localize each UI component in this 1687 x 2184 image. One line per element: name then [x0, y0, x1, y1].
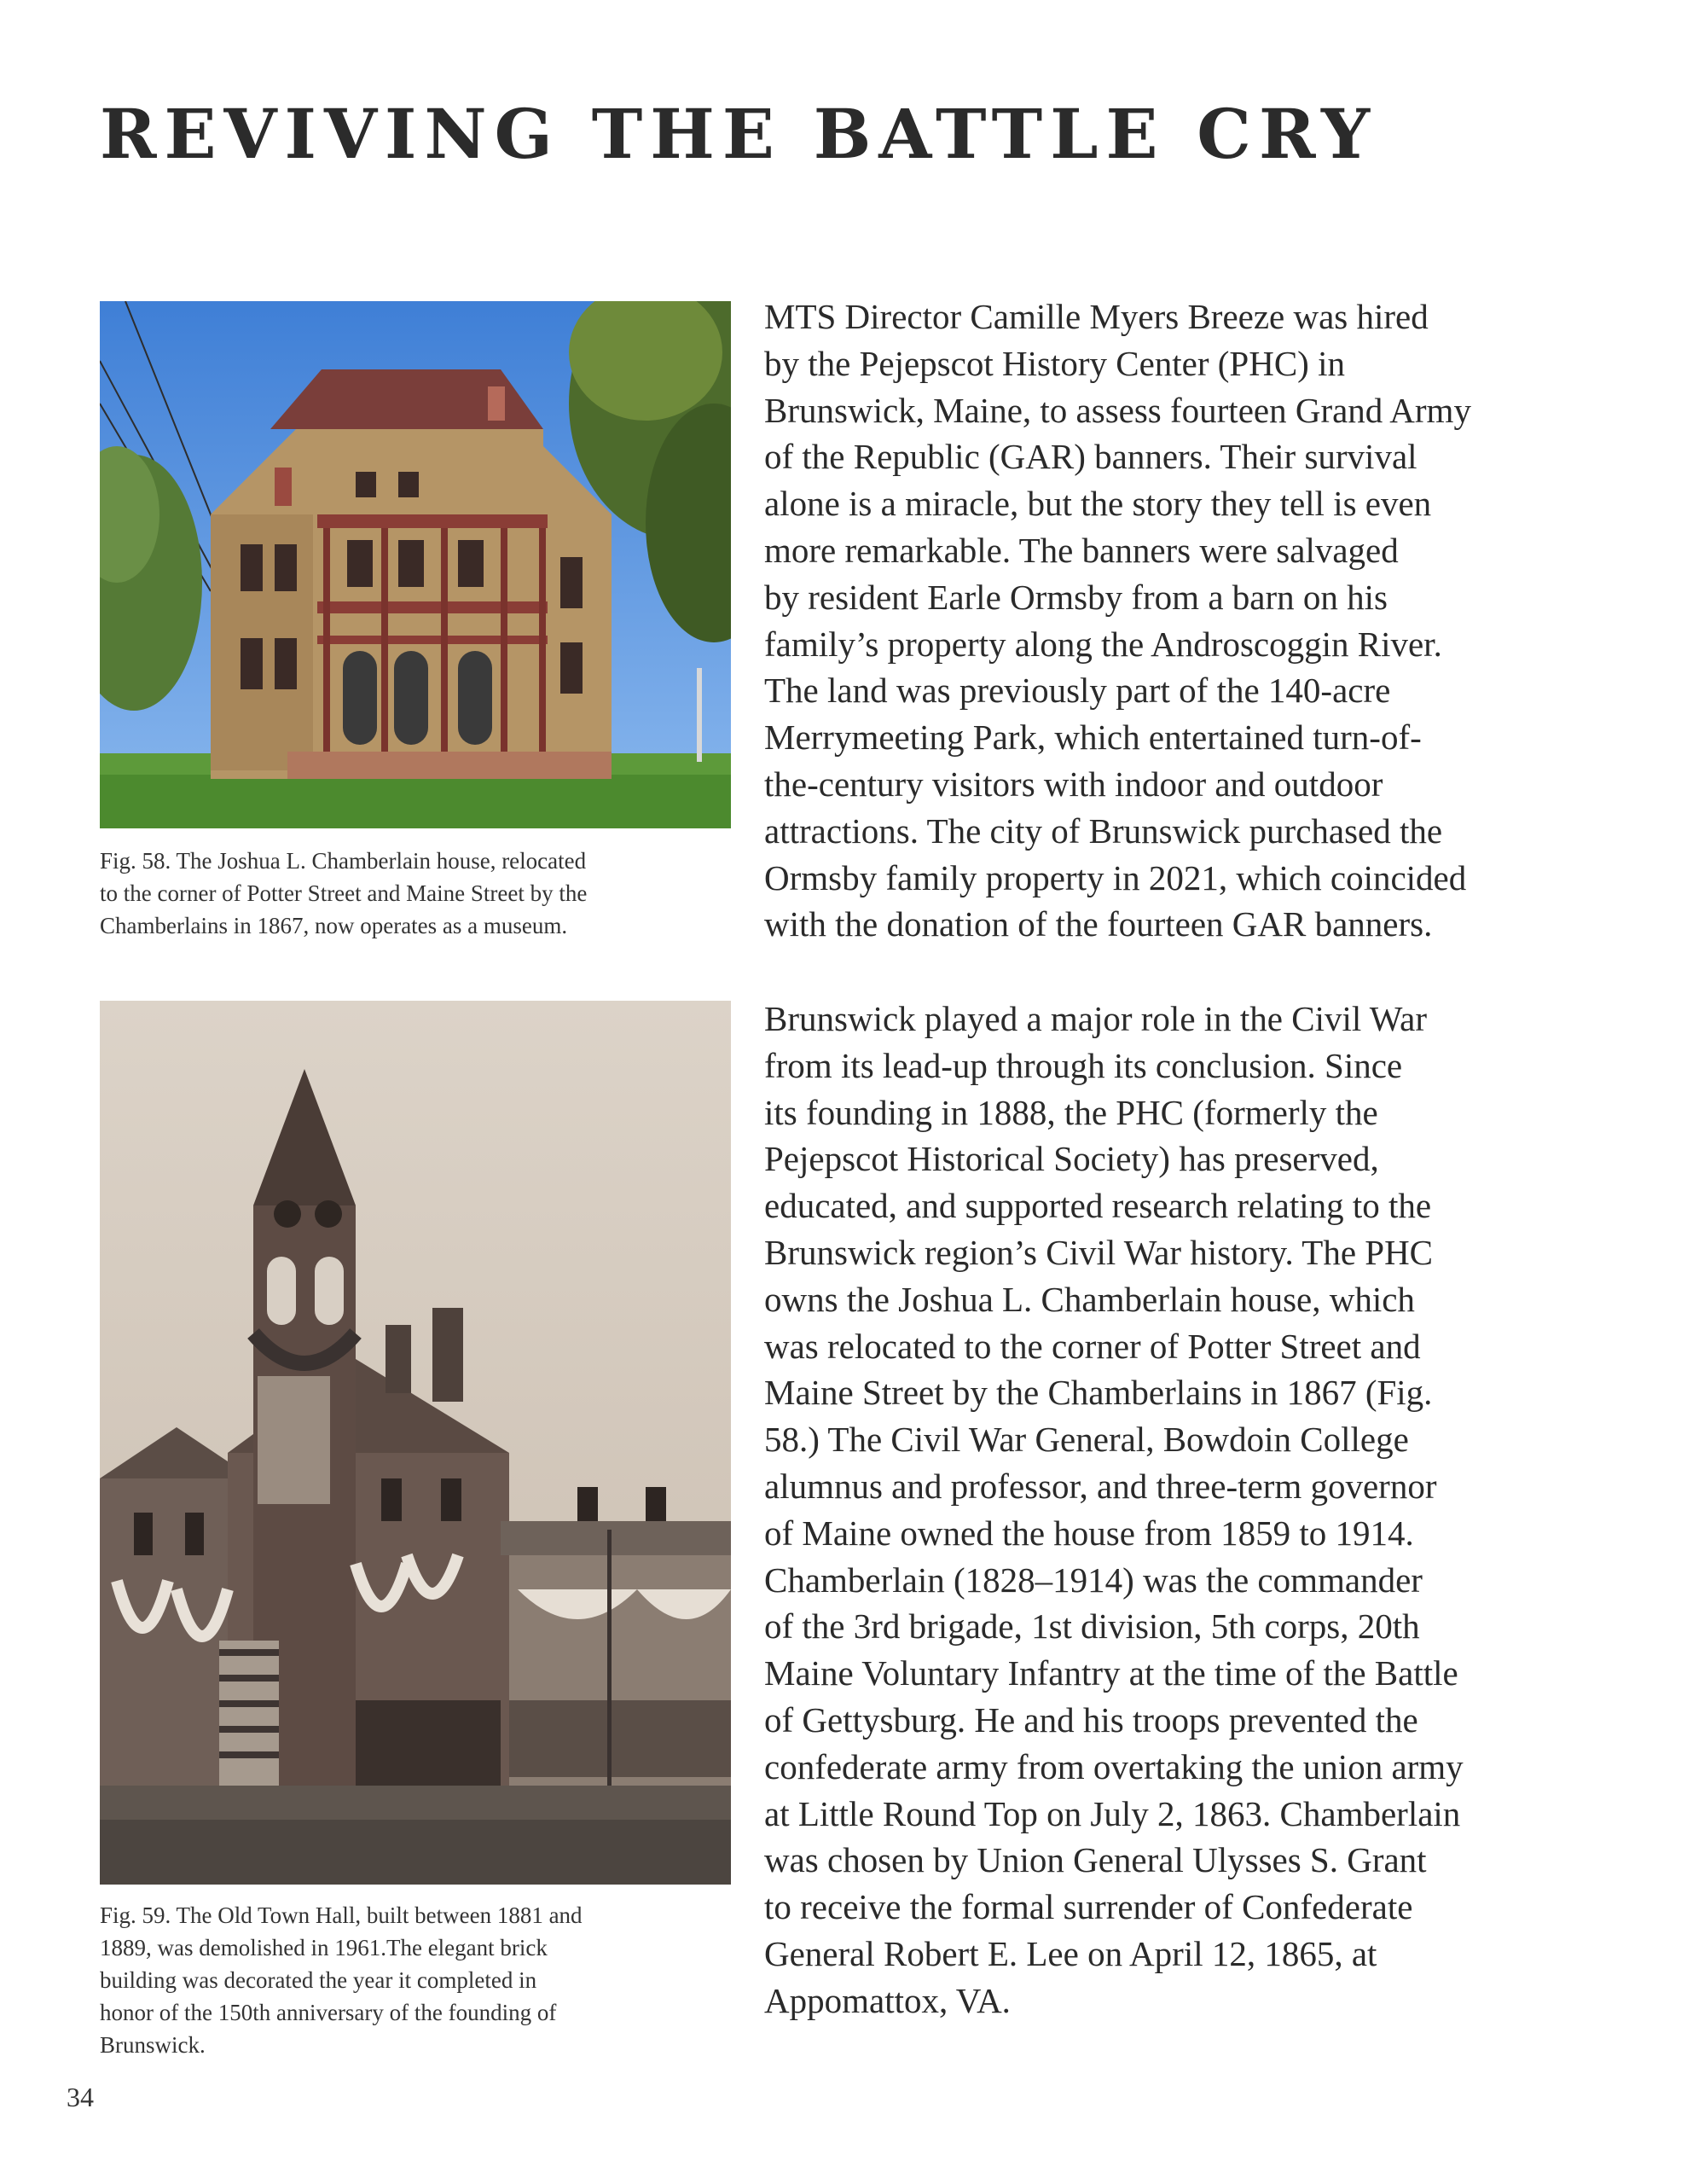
text-line: the-century visitors with indoor and outdoor	[764, 764, 1383, 804]
body-paragraph-2	[764, 996, 1609, 2024]
text-line: attractions. The city of Brunswick purchased the	[764, 810, 1443, 851]
text-line: its founding in 1888, the PHC (formerly the	[764, 1092, 1378, 1132]
caption-line: Fig. 59. The Old Town Hall, built between 1881 and	[100, 1902, 583, 1928]
text-line: General Robert E. Lee on April 12, 1865, at	[764, 1933, 1377, 1973]
text-line: family’s property along the Androscoggin River.	[764, 624, 1442, 664]
text-line: Appomattox, VA.	[764, 1980, 1011, 2020]
figure-59-caption	[100, 1899, 748, 2061]
page-title: REVIVING THE BATTLE CRY	[100, 94, 1378, 174]
text-line: Maine Street by the Chamberlains in 1867 (Fig.	[764, 1373, 1433, 1413]
caption-line: building was decorated the year it completed in	[100, 1967, 537, 1993]
text-line: of the Republic (GAR) banners. Their survival	[764, 437, 1417, 477]
caption-line: honor of the 150th anniversary of the founding of	[100, 2000, 557, 2025]
text-line: MTS Director Camille Myers Breeze was hired	[764, 297, 1429, 336]
page-number: 34	[67, 2082, 94, 2112]
chamberlain-house-photo	[100, 301, 731, 828]
text-line: educated, and supported research relating to the	[764, 1186, 1432, 1226]
text-line: by resident Earle Ormsby from a barn on his	[764, 577, 1388, 617]
text-line: The land was previously part of the 140-acre	[764, 671, 1391, 711]
text-line: Maine Voluntary Infantry at the time of the Battle	[764, 1653, 1458, 1693]
figure-58-caption	[100, 845, 748, 942]
text-line: at Little Round Top on July 2, 1863. Chamberlain	[764, 1793, 1461, 1833]
text-line: of the 3rd brigade, 1st division, 5th corps, 20th	[764, 1606, 1420, 1647]
caption-line: Fig. 58. The Joshua L. Chamberlain house, relocated	[100, 848, 587, 874]
text-line: more remarkable. The banners were salvaged	[764, 530, 1399, 570]
text-line: by the Pejepscot History Center (PHC) in	[764, 343, 1345, 383]
text-line: Ormsby family property in 2021, which coincided	[764, 857, 1467, 897]
text-line: 58.) The Civil War General, Bowdoin College	[764, 1420, 1409, 1460]
caption-line: Brunswick.	[100, 2032, 206, 2058]
text-line: was chosen by Union General Ulysses S. Grant	[764, 1840, 1427, 1880]
text-line: alone is a miracle, but the story they tell is even	[764, 484, 1432, 524]
text-line: of Gettysburg. He and his troops prevented the	[764, 1699, 1418, 1740]
old-town-hall-photo	[100, 1001, 731, 1885]
text-line: confederate army from overtaking the union army	[764, 1746, 1464, 1786]
text-line: Pejepscot Historical Society) has preserved,	[764, 1139, 1379, 1179]
text-line: was relocated to the corner of Potter Street and	[764, 1326, 1421, 1366]
text-line: from its lead-up through its conclusion. Since	[764, 1045, 1403, 1085]
text-line: owns the Joshua L. Chamberlain house, which	[764, 1279, 1415, 1319]
text-line: Merrymeeting Park, which entertained turn-of-	[764, 717, 1422, 758]
text-line: Brunswick, Maine, to assess fourteen Grand Army	[764, 390, 1471, 430]
text-line: of Maine owned the house from 1859 to 1914.	[764, 1513, 1414, 1553]
caption-line: 1889, was demolished in 1961.The elegant brick	[100, 1935, 548, 1960]
text-line: to receive the formal surrender of Confederate	[764, 1887, 1413, 1927]
caption-line: to the corner of Potter Street and Maine Street by the	[100, 880, 588, 906]
text-line: with the donation of the fourteen GAR banners.	[764, 904, 1433, 944]
text-line: Chamberlain (1828–1914) was the commander	[764, 1560, 1423, 1600]
caption-line: Chamberlains in 1867, now operates as a museum.	[100, 913, 568, 938]
text-line: Brunswick played a major role in the Civil War	[764, 999, 1428, 1038]
text-line: alumnus and professor, and three-term governor	[764, 1466, 1437, 1506]
body-paragraph-1	[764, 293, 1609, 948]
text-line: Brunswick region’s Civil War history. The PHC	[764, 1232, 1434, 1272]
